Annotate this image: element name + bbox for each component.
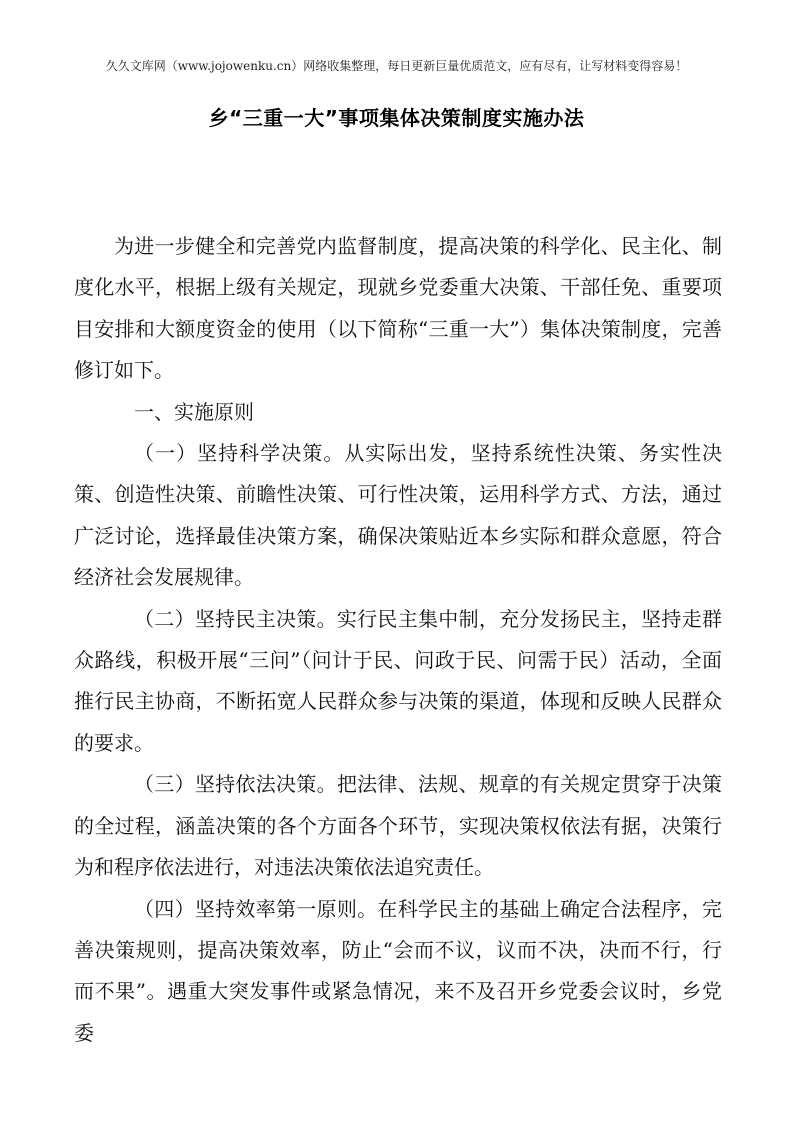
paragraph-principle-4: （四）坚持效率第一原则。在科学民主的基础上确定合法程序，完善决策规则，提高决策效率，防止“会而不议，议而不决，决而不行，行而不果”。遇重大突发事件或紧急情况，来不及召开乡党委会议时，乡党委 xyxy=(74,896,722,1045)
document-title: 乡“三重一大”事项集体决策制度实施办法 xyxy=(208,106,585,130)
paragraph-principle-3: （三）坚持依法决策。把法律、法规、规章的有关规定贯穿于决策的全过程，涵盖决策的各个方面各个环节，实现决策权依法有据，决策行为和程序依法进行，对违法决策依法追究责任。 xyxy=(74,772,722,880)
document-body xyxy=(74,226,722,1054)
paragraph-principle-2: （二）坚持民主决策。实行民主集中制，充分发扬民主，坚持走群众路线，积极开展“三问”（问计于民、问政于民、问需于民）活动，全面推行民主协商，不断拓宽人民群众参与决策的渠道，体现和反映人民群众的要求。 xyxy=(74,606,722,755)
paragraph-principle-1: （一）坚持科学决策。从实际出发，坚持系统性决策、务实性决策、创造性决策、前瞻性决策、可行性决策，运用科学方式、方法，通过广泛讨论，选择最佳决策方案，确保决策贴近本乡实际和群众意愿，符合经济社会发展规律。 xyxy=(74,441,722,590)
paragraph-intro: 为进一步健全和完善党内监督制度，提高决策的科学化、民主化、制度化水平，根据上级有关规定，现就乡党委重大决策、干部任免、重要项目安排和大额度资金的使用（以下简称“三重一大”）集体决策制度，完善修订如下。 xyxy=(74,234,722,383)
header-note: 久久文库网（www.jojowenku.cn）网络收集整理，每日更新巨量优质范文，应有尽有，让写材料变得容易！ xyxy=(105,59,688,73)
section-heading-principles: 一、实施原则 xyxy=(134,399,254,424)
